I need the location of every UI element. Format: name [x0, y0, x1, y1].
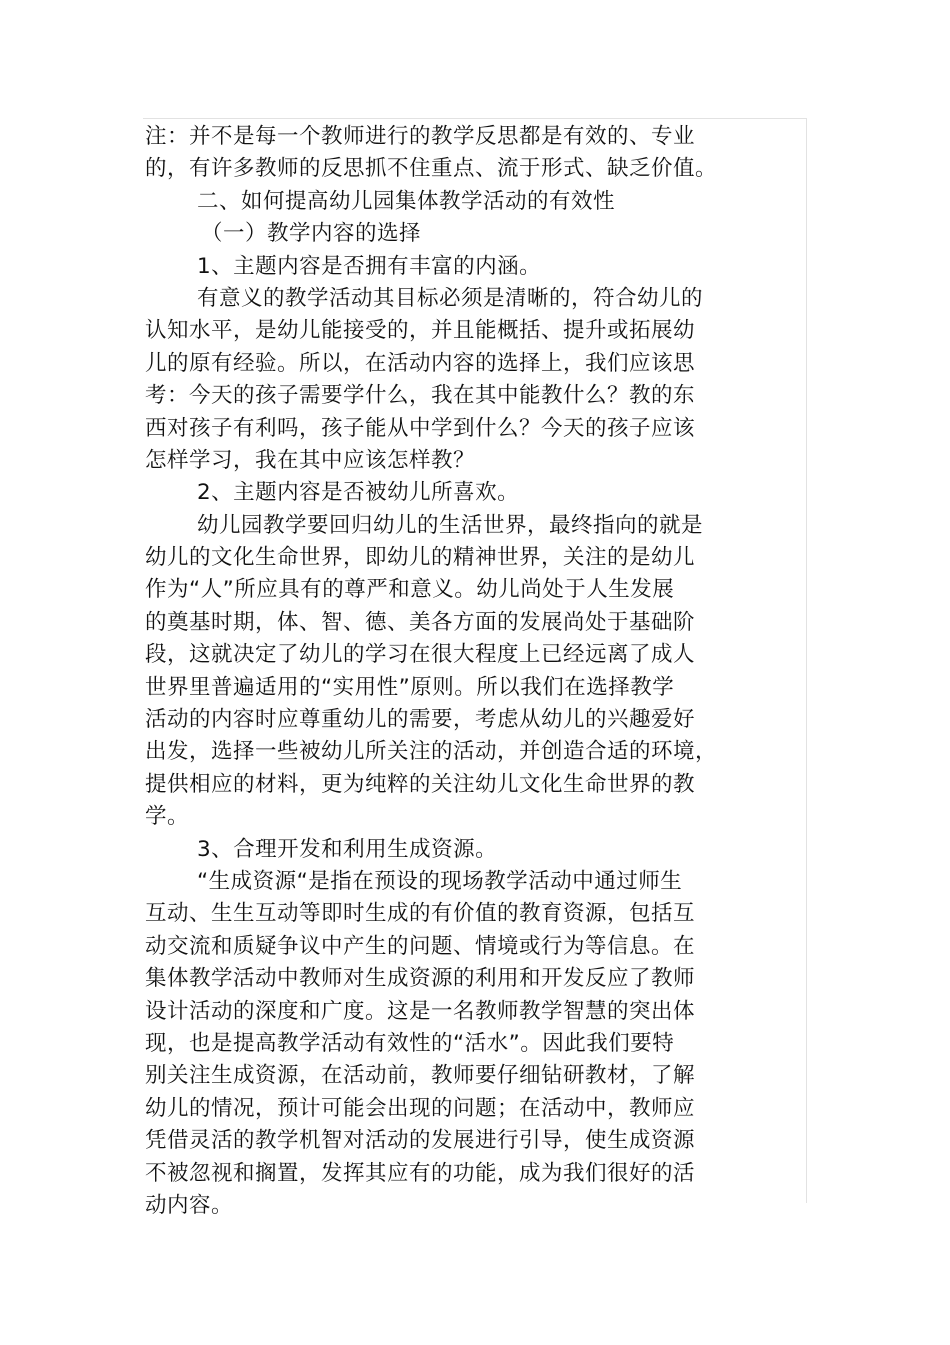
text-line: 有意义的教学活动其目标必须是清晰的，符合幼儿的	[197, 285, 704, 311]
text-line: 幼儿园教学要回归幼儿的生活世界，最终指向的就是	[197, 512, 704, 538]
text-line: 认知水平，是幼儿能接受的，并且能概括、提升或拓展幼	[145, 318, 696, 344]
document-body	[145, 121, 735, 1222]
text-line: 凭借灵活的教学机智对活动的发展进行引导，使生成资源	[145, 1128, 696, 1154]
text-line: 集体教学活动中教师对生成资源的利用和开发反应了教师	[145, 966, 696, 992]
text-line: （一）教学内容的选择	[201, 221, 422, 247]
text-line: 出发，选择一些被幼儿所关注的活动，并创造合适的环境，	[145, 739, 718, 765]
text-line: 注：并不是每一个教师进行的教学反思都是有效的、专业	[145, 124, 696, 149]
text-line: 提供相应的材料，更为纯粹的关注幼儿文化生命世界的教	[145, 771, 696, 797]
text-line: 2、主题内容是否被幼儿所喜欢。	[197, 480, 520, 506]
text-line: 西对孩子有利吗，孩子能从中学到什么？今天的孩子应该	[145, 415, 696, 441]
text-line: 幼儿的文化生命世界，即幼儿的精神世界，关注的是幼儿	[145, 545, 696, 571]
text-line: 的，有许多教师的反思抓不住重点、流于形式、缺乏价值。	[145, 156, 718, 182]
text-line: 互动、生生互动等即时生成的有价值的教育资源，包括互	[145, 901, 696, 927]
text-line: 3、合理开发和利用生成资源。	[197, 836, 498, 862]
text-line: 活动的内容时应尊重幼儿的需要，考虑从幼儿的兴趣爱好	[145, 707, 696, 733]
text-line: 动交流和质疑争议中产生的问题、情境或行为等信息。在	[145, 933, 696, 959]
text-line: 幼儿的情况，预计可能会出现的问题；在活动中，教师应	[145, 1095, 696, 1121]
text-line: 学。	[145, 804, 190, 830]
text-line: 现，也是提高教学活动有效性的“活水”。因此我们要特	[145, 1030, 675, 1056]
text-line: 段，这就决定了幼儿的学习在很大程度上已经远离了成人	[145, 642, 696, 668]
text-line: 别关注生成资源，在活动前，教师要仔细钻研教材，了解	[145, 1063, 696, 1089]
text-line: 二、如何提高幼儿园集体教学活动的有效性	[197, 188, 616, 214]
text-line: 设计活动的深度和广度。这是一名教师教学智慧的突出体	[145, 998, 696, 1024]
text-line: 的奠基时期，体、智、德、美各方面的发展尚处于基础阶	[145, 609, 696, 635]
text-line: “生成资源“是指在预设的现场教学活动中通过师生	[197, 868, 683, 894]
text-line: 不被忽视和搁置，发挥其应有的功能，成为我们很好的活	[145, 1160, 696, 1186]
text-line: 动内容。	[145, 1192, 234, 1218]
text-line: 1、主题内容是否拥有丰富的内涵。	[197, 253, 542, 279]
text-line: 怎样学习，我在其中应该怎样教？	[145, 447, 476, 473]
text-line: 世界里普遍适用的“实用性”原则。所以我们在选择教学	[145, 674, 675, 700]
text-line: 考：今天的孩子需要学什么，我在其中能教什么？教的东	[145, 383, 696, 409]
text-line: 作为“人”所应具有的尊严和意义。幼儿尚处于人生发展	[145, 577, 675, 603]
text-line: 儿的原有经验。所以，在活动内容的选择上，我们应该思	[145, 350, 696, 376]
